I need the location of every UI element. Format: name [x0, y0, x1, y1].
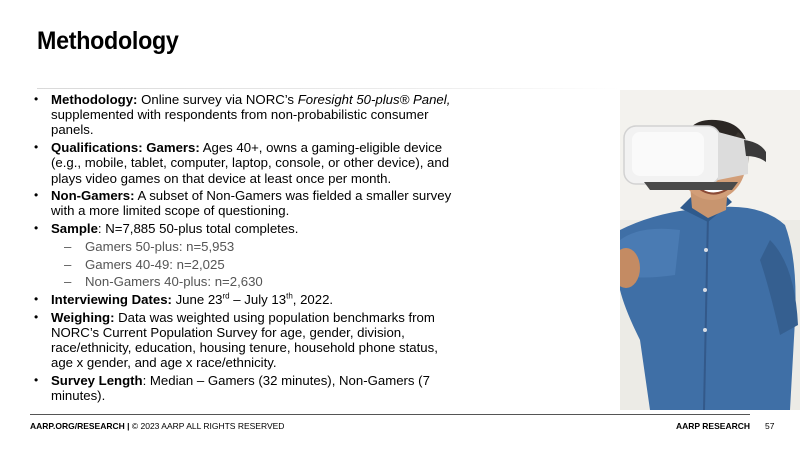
bullet-weighing: [30, 310, 455, 371]
bullet-text: supplemented with respondents from non-probabilistic consumer panels.: [51, 107, 429, 138]
bullet-label: Interviewing Dates:: [51, 291, 172, 307]
title-divider: [37, 88, 620, 89]
sample-sub-item: [30, 274, 455, 289]
ordinal-suffix: th: [286, 291, 293, 301]
methodology-list: [30, 92, 455, 406]
bullet-label: Sample: [51, 221, 98, 237]
dash-marker: –: [64, 238, 72, 254]
sample-sub-item: [30, 257, 455, 272]
bullet-text: A subset of Non-Gamers was fielded a smaller survey with a more limited scope of questioning.: [51, 188, 452, 219]
bullet-sample: [30, 221, 455, 236]
bullet-text: June 23: [171, 291, 223, 307]
bullet-text: , 2022.: [292, 291, 334, 307]
footer-copyright-text: © 2023 AARP ALL RIGHTS RESERVED: [129, 421, 285, 431]
bullet-label: Survey Length: [51, 372, 143, 388]
footer-brand: AARP RESEARCH: [676, 421, 750, 431]
bullet-text: – July 13: [229, 291, 287, 307]
bullet-text: : Median – Gamers (32 minutes), Non-Gamers (7 minutes).: [51, 372, 430, 404]
page-title: Methodology: [37, 27, 179, 55]
bullet-qualifications: [30, 140, 455, 186]
bullet-text: Data was weighted using population benchmarks from NORC’s Current Population Survey for age, gender, division, race/ethnicity, education, housing tenure, household phone status, age x gender, and age x race/ethnicity.: [51, 309, 438, 371]
bullet-text: Ages 40+, owns a gaming-eligible device (e.g., mobile, tablet, computer, laptop, console, or other device), and plays video games on that device at least once per month.: [51, 140, 450, 186]
page-number: 57: [765, 421, 775, 431]
sub-text: Gamers 40-49: n=2,025: [85, 256, 225, 272]
footer-copyright: [30, 421, 284, 431]
dash-marker: –: [64, 256, 72, 272]
footer-link[interactable]: AARP.ORG/RESEARCH |: [30, 421, 130, 431]
sub-text: Non-Gamers 40-plus: n=2,630: [85, 274, 263, 290]
bullet-methodology: [30, 92, 455, 138]
bullet-label: Non-Gamers:: [51, 188, 135, 204]
sub-text: Gamers 50-plus: n=5,953: [85, 238, 235, 254]
bullet-non-gamers: [30, 188, 455, 218]
bullet-label: Weighing:: [51, 309, 115, 325]
dash-marker: –: [64, 274, 72, 290]
sample-sub-item: [30, 239, 455, 254]
bullet-label: Methodology:: [51, 92, 138, 107]
bullet-text: Online survey via NORC’s: [137, 92, 298, 107]
footer-divider: [30, 414, 750, 415]
bullet-text: : N=7,885 50-plus total completes.: [97, 221, 299, 237]
ordinal-suffix: rd: [222, 291, 230, 301]
vr-gamer-photo: [620, 90, 800, 410]
bullet-label: Qualifications: Gamers:: [51, 140, 200, 156]
panel-name: Foresight 50-plus® Panel,: [297, 92, 451, 107]
vr-gamer-illustration: [620, 90, 800, 410]
bullet-survey-length: [30, 373, 455, 403]
bullet-interviewing-dates: [30, 292, 455, 307]
